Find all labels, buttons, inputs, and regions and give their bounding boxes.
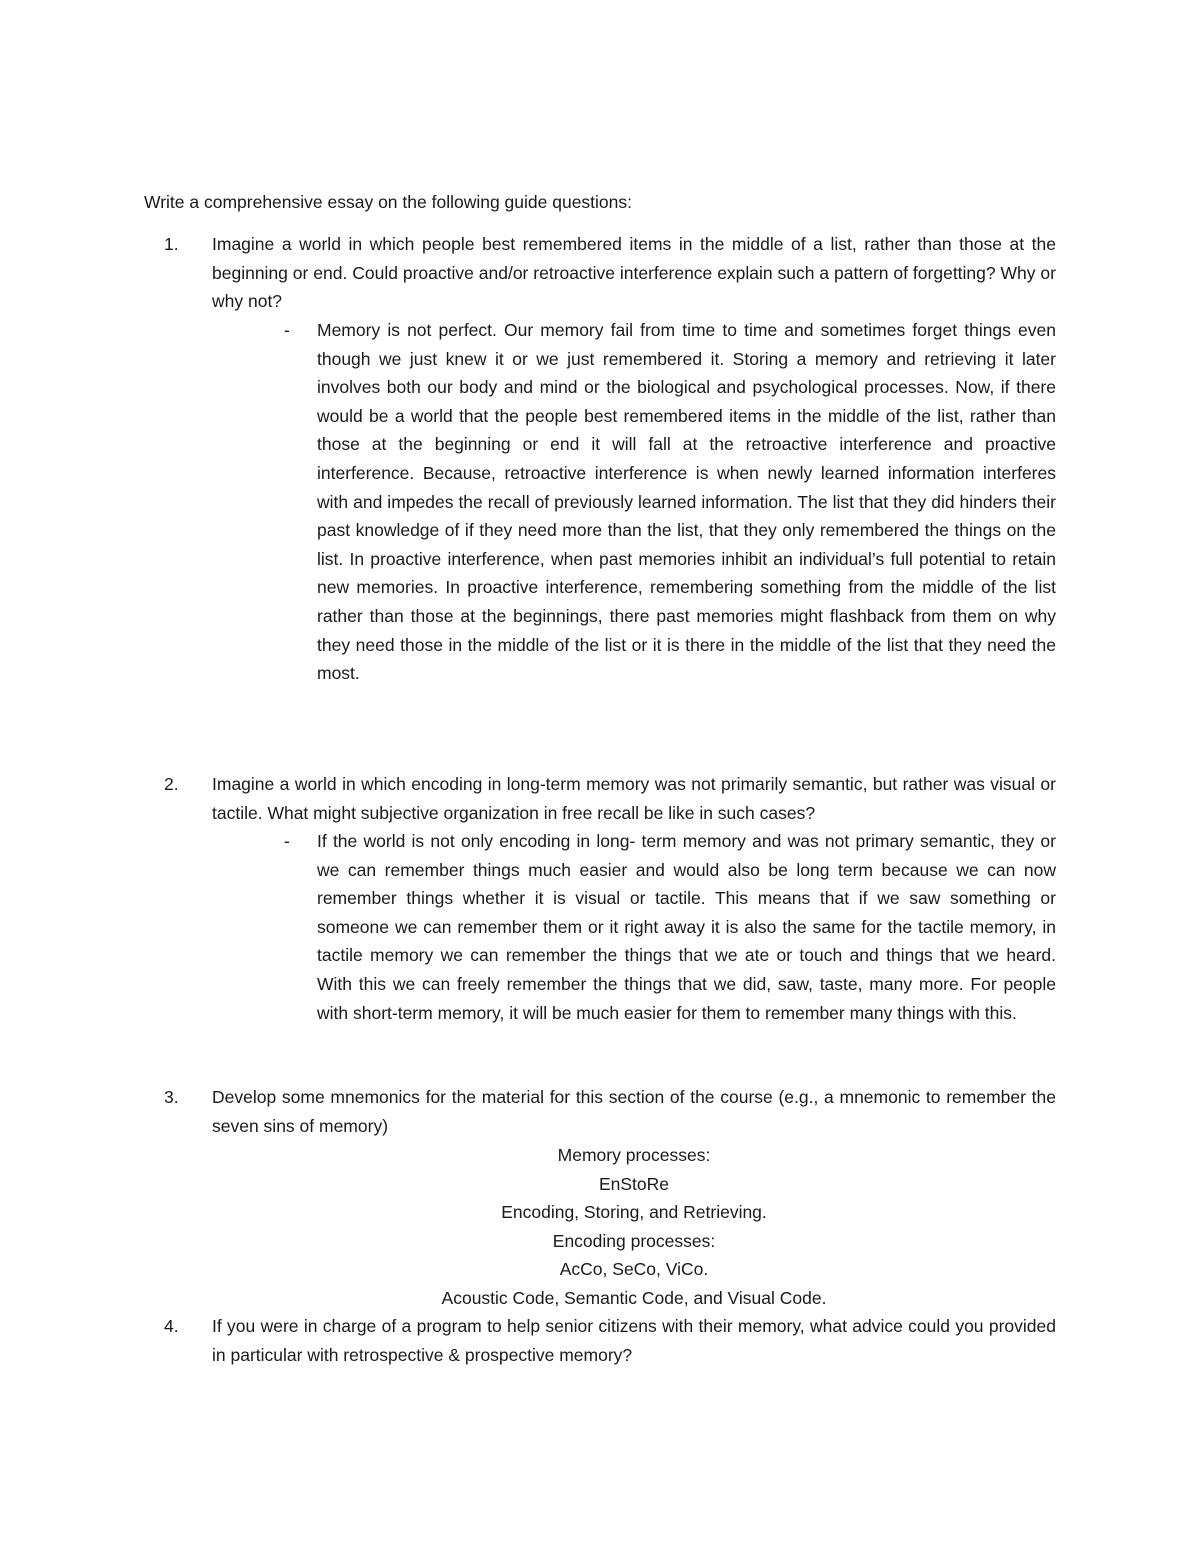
question-number: 3. bbox=[164, 1087, 179, 1107]
mnemonic-line: Acoustic Code, Semantic Code, and Visual Code. bbox=[441, 1287, 827, 1308]
answer-2 bbox=[284, 827, 1056, 1027]
question-3 bbox=[164, 1083, 1056, 1140]
question-2 bbox=[164, 770, 1056, 827]
mnemonic-line: AcCo, SeCo, ViCo. bbox=[559, 1259, 709, 1280]
answer-text: Memory is not perfect. Our memory fail from time to time and sometimes forget things even though we just knew it or we just remembered it. Storing a memory and retrieving it later involves both our body and mind or the biological and psychological processes. Now, if there would be a world that the people best remembered items in the middle of the list, rather than those at the beginning or end it will fall at the retroactive interference and proactive interference. Because, retroactive interference is when newly learned information interferes with and impedes the recall of previously learned information. The list that they did hinders their past knowledge of if they need more than the list, that they only remembered the things on the list. In proactive interference, when past memories inhibit an individual’s full potential to retain new memories. In proactive interference, remembering something from the middle of the list rather than those at the beginnings, there past memories might flashback from them on why they need those in the middle of the list or it is there in the middle of the list that they need the most. bbox=[317, 320, 1056, 684]
mnemonics-block bbox=[212, 1141, 1056, 1313]
mnemonic-line: EnStoRe bbox=[598, 1173, 670, 1194]
question-number: 1. bbox=[164, 234, 179, 254]
answer-text: If the world is not only encoding in long- term memory and was not primary semantic, they or we can remember things much easier and would also be long term because we can now remember things whether it is visual or tactile. This means that if we saw something or someone we can remember them or it right away it is also the same for the tactile memory, in tactile memory we can remember the things that we ate or touch and things that we heard. With this we can freely remember the things that we did, saw, taste, many more. For people with short-term memory, it will be much easier for them to remember many things with this. bbox=[317, 831, 1056, 1023]
answer-1 bbox=[284, 316, 1056, 688]
question-number: 4. bbox=[164, 1316, 179, 1336]
question-text: Imagine a world in which people best remembered items in the middle of a list, rather than those at the beginning or end. Could proactive and/or retroactive interference explain such a pattern of forgetting? Why or why not? bbox=[212, 234, 1056, 311]
question-text: If you were in charge of a program to help senior citizens with their memory, what advice could you provided in particular with retrospective & prospective memory? bbox=[212, 1316, 1056, 1365]
question-1 bbox=[164, 230, 1056, 316]
mnemonic-line: Encoding, Storing, and Retrieving. bbox=[501, 1202, 767, 1223]
mnemonic-line: Memory processes: bbox=[557, 1145, 711, 1165]
intro-text: Write a comprehensive essay on the following guide questions: bbox=[144, 192, 633, 212]
bullet-dash: - bbox=[284, 831, 290, 851]
question-text: Imagine a world in which encoding in long-term memory was not primarily semantic, but rather was visual or tactile. What might subjective organization in free recall be like in such cases? bbox=[212, 774, 1056, 823]
question-number: 2. bbox=[164, 774, 179, 794]
question-text: Develop some mnemonics for the material for this section of the course (e.g., a mnemonic to remember the seven sins of memory) bbox=[212, 1087, 1056, 1136]
bullet-dash: - bbox=[284, 320, 290, 340]
question-4 bbox=[164, 1312, 1056, 1369]
mnemonic-line: Encoding processes: bbox=[552, 1230, 716, 1251]
